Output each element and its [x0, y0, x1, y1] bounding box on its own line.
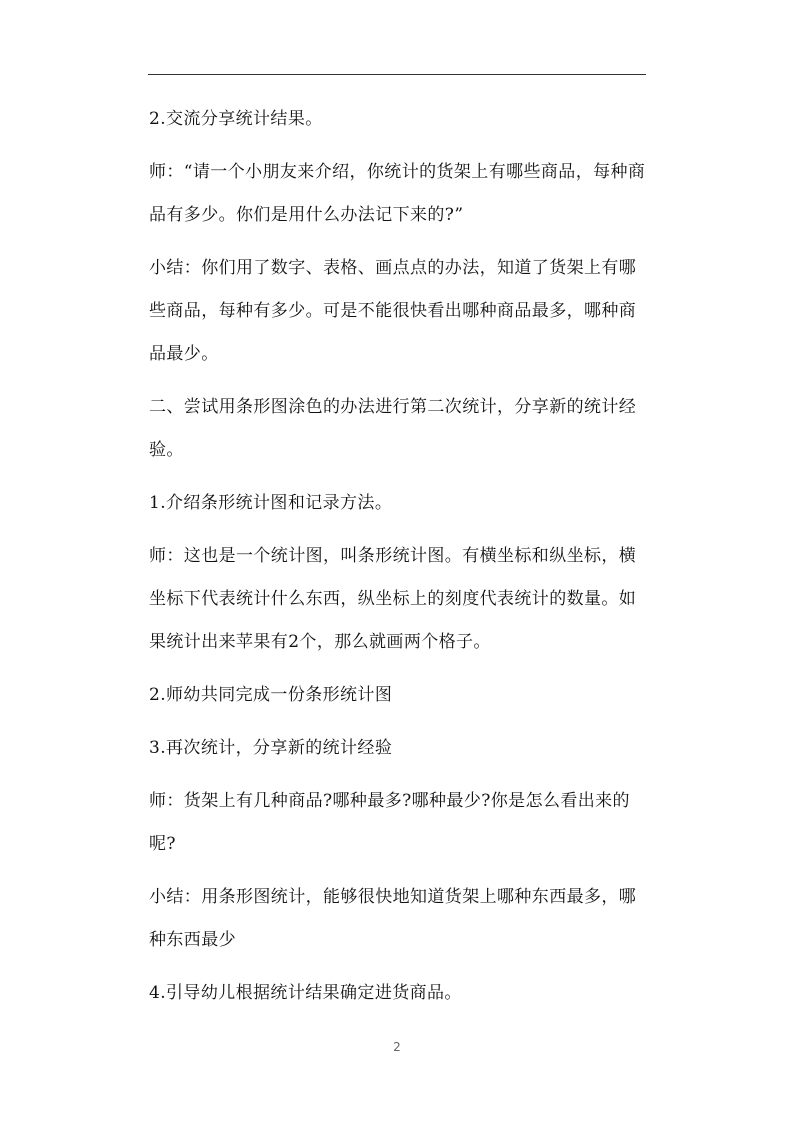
paragraph-introduce-bar-chart: 1.介绍条形统计图和记录方法。	[149, 493, 393, 513]
paragraph-complete-chart: 2.师幼共同完成一份条形统计图	[149, 685, 393, 705]
paragraph-summary-2: 小结：用条形图统计，能够很快地知道货架上哪种东西最多，哪种东西最少	[149, 887, 637, 950]
paragraph-count-again: 3.再次统计，分享新的统计经验	[149, 738, 393, 758]
document-body	[149, 98, 649, 1025]
page-number: 2	[393, 1040, 401, 1054]
paragraph-section-two: 二、尝试用条形图涂色的办法进行第二次统计，分享新的统计经验。	[149, 397, 637, 460]
paragraph-share-results: 2.交流分享统计结果。	[149, 109, 323, 129]
paragraph-guide-children: 4.引导幼儿根据统计结果确定进货商品。	[149, 983, 462, 1003]
paragraph-teacher-question: 师：“请一个小朋友来介绍，你统计的货架上有哪些商品，每种商品有多少。你们是用什么办法记下来的?”	[149, 162, 646, 225]
header-rule	[148, 74, 646, 75]
paragraph-teacher-questions: 师：货架上有几种商品?哪种最多?哪种最少?你是怎么看出来的呢?	[149, 791, 630, 854]
paragraph-teacher-explanation: 师：这也是一个统计图，叫条形统计图。有横坐标和纵坐标，横坐标下代表统计什么东西，纵坐标上的刻度代表统计的数量。如果统计出来苹果有2个，那么就画两个格子。	[149, 546, 637, 652]
paragraph-summary-1: 小结：你们用了数字、表格、画点点的办法，知道了货架上有哪些商品，每种有多少。可是不能很快看出哪种商品最多，哪种商品最少。	[149, 258, 637, 364]
